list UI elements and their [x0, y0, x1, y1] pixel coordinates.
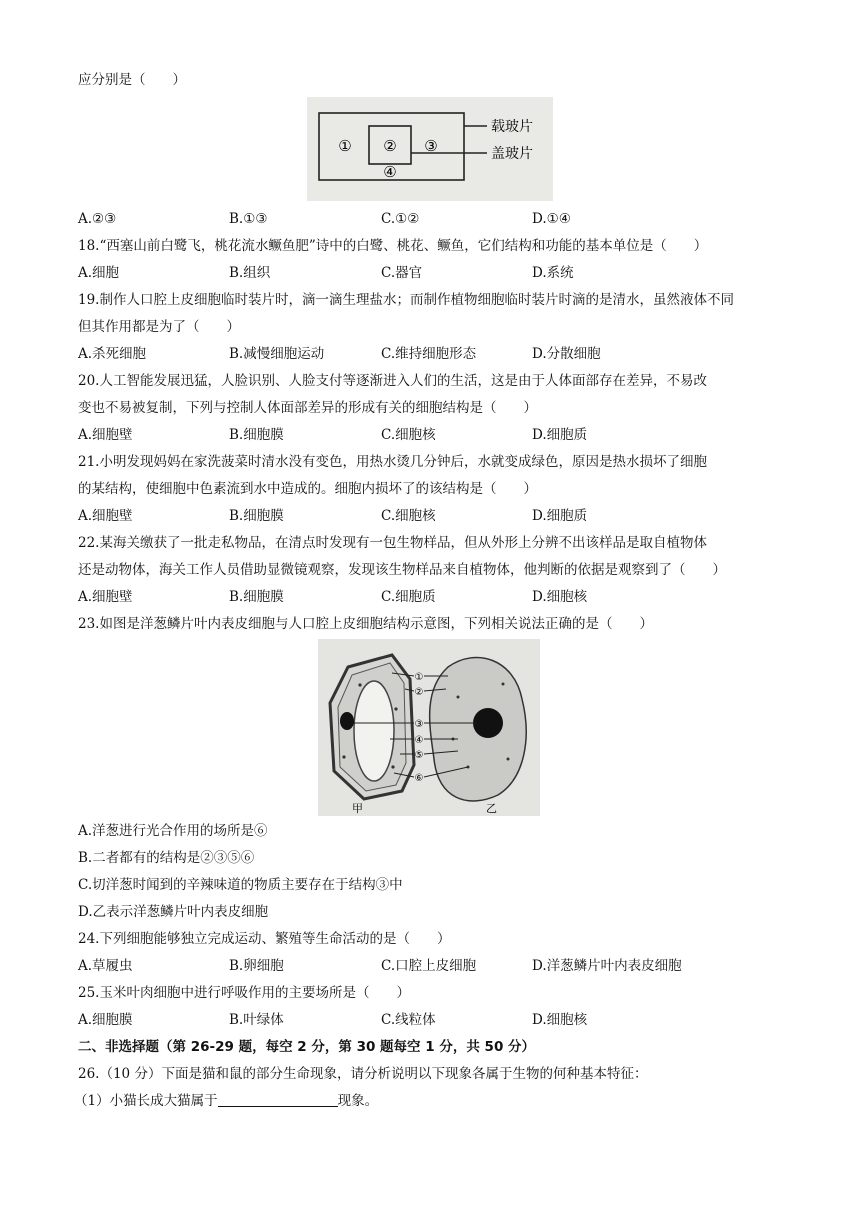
- q23-option-b[interactable]: B.二者都有的结构是②③⑤⑥: [78, 850, 255, 866]
- q21-option-d[interactable]: D.细胞质: [532, 508, 588, 524]
- q22-option-c[interactable]: C.细胞质: [381, 589, 436, 605]
- q25-option-d[interactable]: D.细胞核: [532, 1012, 588, 1028]
- q17-option-d[interactable]: D.①④: [532, 211, 571, 227]
- q21-stem-line1: 21.小明发现妈妈在家洗菠菜时清水没有变色，用热水烫几分钟后，水就变成绿色，原因是热水损坏了细胞: [78, 454, 707, 470]
- q23-option-a[interactable]: A.洋葱进行光合作用的场所是⑥: [78, 823, 268, 839]
- fig23-label-5: ⑤: [414, 750, 424, 761]
- q19-stem-line2: 但其作用都是为了（ ）: [78, 319, 240, 335]
- q25-option-b[interactable]: B.叶绿体: [229, 1012, 284, 1028]
- q22-stem-line1: 22.某海关缴获了一批走私物品，在清点时发现有一包生物样品，但从外形上分辨不出该样品是取自植物体: [78, 535, 707, 551]
- fig23-label-jia: 甲: [352, 802, 363, 815]
- slide-diagram-svg: [307, 97, 553, 201]
- q26-sub1-suffix: 现象。: [337, 1093, 379, 1109]
- section2-heading: 二、非选择题（第 26-29 题，每空 2 分，第 30 题每空 1 分，共 50 分）: [78, 1039, 536, 1055]
- q20-option-a[interactable]: A.细胞壁: [78, 427, 133, 443]
- q25-stem: 25.玉米叶肉细胞中进行呼吸作用的主要场所是（ ）: [78, 985, 410, 1001]
- q24-option-d[interactable]: D.洋葱鳞片叶内表皮细胞: [532, 958, 682, 974]
- q18-option-d[interactable]: D.系统: [532, 265, 574, 281]
- fig23-label-4: ④: [414, 735, 424, 746]
- fig23-label-2: ②: [414, 687, 424, 698]
- fig17-label-2: ②: [383, 137, 397, 155]
- q19-option-c[interactable]: C.维持细胞形态: [381, 346, 477, 362]
- q21-option-a[interactable]: A.细胞壁: [78, 508, 133, 524]
- q18-stem: 18.“西塞山前白鹭飞，桃花流水鳜鱼肥”诗中的白鹭、桃花、鳜鱼，它们结构和功能的基本单位是（ ）: [78, 238, 708, 254]
- q24-option-a[interactable]: A.草履虫: [78, 958, 133, 974]
- fig17-slide-label: 载玻片: [491, 119, 533, 135]
- fig17-label-1: ①: [338, 137, 352, 155]
- q19-option-a[interactable]: A.杀死细胞: [78, 346, 147, 362]
- q24-option-b[interactable]: B.卵细胞: [229, 958, 284, 974]
- q18-option-a[interactable]: A.细胞: [78, 265, 120, 281]
- q23-stem: 23.如图是洋葱鳞片叶内表皮细胞与人口腔上皮细胞结构示意图，下列相关说法正确的是（ ）: [78, 616, 653, 632]
- slide-diagram: [307, 97, 553, 201]
- q22-option-b[interactable]: B.细胞膜: [229, 589, 284, 605]
- fig23-label-1: ①: [414, 672, 424, 683]
- q25-option-a[interactable]: A.细胞膜: [78, 1012, 133, 1028]
- q26-stem: 26.（10 分）下面是猫和鼠的部分生命现象，请分析说明以下现象各属于生物的何种基本特征：: [78, 1066, 648, 1082]
- fig17-cover-label: 盖玻片: [491, 146, 533, 162]
- q20-option-d[interactable]: D.细胞质: [532, 427, 588, 443]
- q24-stem: 24.下列细胞能够独立完成运动、繁殖等生命活动的是（ ）: [78, 931, 451, 947]
- q17-option-b[interactable]: B.①③: [229, 211, 268, 227]
- fig23-label-6: ⑥: [414, 773, 424, 784]
- fig23-label-yi: 乙: [486, 802, 497, 815]
- q23-option-c[interactable]: C.切洋葱时闻到的辛辣味道的物质主要存在于结构③中: [78, 877, 403, 893]
- q20-option-b[interactable]: B.细胞膜: [229, 427, 284, 443]
- q18-option-c[interactable]: C.器官: [381, 265, 423, 281]
- q26-sub1-prefix: （1）小猫长成大猫属于: [74, 1093, 218, 1109]
- q19-option-d[interactable]: D.分散细胞: [532, 346, 601, 362]
- cell-diagram-svg: [318, 639, 540, 816]
- q23-option-d[interactable]: D.乙表示洋葱鳞片叶内表皮细胞: [78, 904, 269, 920]
- q17-option-c[interactable]: C.①②: [381, 211, 420, 227]
- q22-stem-line2: 还是动物体，海关工作人员借助显微镜观察，发现该生物样品来自植物体，他判断的依据是观察到了（ ）: [78, 562, 726, 578]
- q17-stem: 应分别是（ ）: [78, 72, 186, 88]
- fig17-label-4: ④: [383, 163, 397, 181]
- animal-nucleus: [473, 708, 503, 738]
- cell-diagram: [318, 639, 540, 816]
- q26-sub1: [74, 1092, 378, 1110]
- q19-stem-line1: 19.制作人口腔上皮细胞临时装片时，滴一滴生理盐水；而制作植物细胞临时装片时滴的是清水，虽然液体不同: [78, 292, 734, 308]
- q24-option-c[interactable]: C.口腔上皮细胞: [381, 958, 477, 974]
- q21-option-b[interactable]: B.细胞膜: [229, 508, 284, 524]
- q21-stem-line2: 的某结构，使细胞中色素流到水中造成的。细胞内损坏了的该结构是（ ）: [78, 481, 537, 497]
- plant-vacuole: [354, 681, 394, 781]
- plant-nucleus: [340, 712, 354, 730]
- fig17-label-3: ③: [424, 137, 438, 155]
- fig23-label-3: ③: [414, 719, 424, 730]
- q22-option-d[interactable]: D.细胞核: [532, 589, 588, 605]
- q17-option-a[interactable]: A.②③: [78, 211, 117, 227]
- q25-option-c[interactable]: C.线粒体: [381, 1012, 436, 1028]
- q26-sub1-blank[interactable]: [218, 1092, 338, 1107]
- q20-stem-line1: 20.人工智能发展迅猛，人脸识别、人脸支付等逐渐进入人们的生活，这是由于人体面部存在差异，不易改: [78, 373, 707, 389]
- q20-stem-line2: 变也不易被复制，下列与控制人体面部差异的形成有关的细胞结构是（ ）: [78, 400, 537, 416]
- q20-option-c[interactable]: C.细胞核: [381, 427, 436, 443]
- q21-option-c[interactable]: C.细胞核: [381, 508, 436, 524]
- q19-option-b[interactable]: B.减慢细胞运动: [229, 346, 325, 362]
- q22-option-a[interactable]: A.细胞壁: [78, 589, 133, 605]
- q18-option-b[interactable]: B.组织: [229, 265, 271, 281]
